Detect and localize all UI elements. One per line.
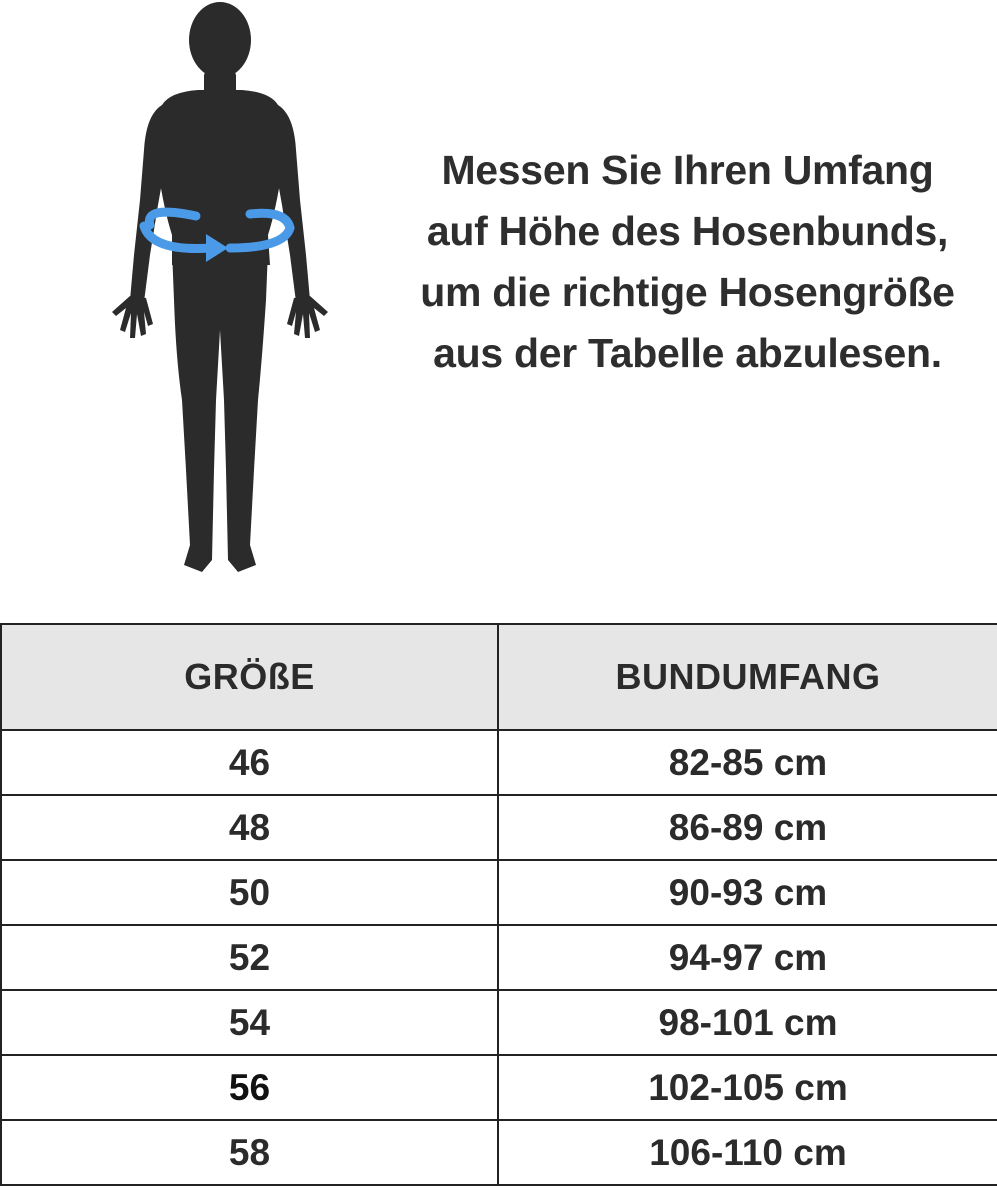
waist-cell: 106-110 cm: [498, 1120, 997, 1185]
size-cell: 54: [1, 990, 498, 1055]
waist-cell: 98-101 cm: [498, 990, 997, 1055]
table-row: [1, 1055, 997, 1120]
measurement-instructions: [395, 140, 980, 384]
size-cell: 50: [1, 860, 498, 925]
size-cell: 56: [1, 1055, 498, 1120]
table-row: [1, 925, 997, 990]
size-cell: 46: [1, 730, 498, 795]
waist-cell: 94-97 cm: [498, 925, 997, 990]
table-row: [1, 860, 997, 925]
instruction-line: Messen Sie Ihren Umfang: [441, 147, 934, 193]
header-size: GRÖßE: [1, 624, 498, 730]
instruction-line: um die richtige Hosengröße: [420, 269, 955, 315]
size-table: [0, 623, 997, 1186]
header-waist: BUNDUMFANG: [498, 624, 997, 730]
waist-cell: 90-93 cm: [498, 860, 997, 925]
instruction-line: aus der Tabelle abzulesen.: [433, 330, 942, 376]
size-cell: 58: [1, 1120, 498, 1185]
table-row: [1, 990, 997, 1055]
waist-cell: 82-85 cm: [498, 730, 997, 795]
table-row: [1, 1120, 997, 1185]
waist-cell: 86-89 cm: [498, 795, 997, 860]
size-cell: 52: [1, 925, 498, 990]
size-cell: 48: [1, 795, 498, 860]
table-header-row: [1, 624, 997, 730]
table-row: [1, 795, 997, 860]
human-figure: [100, 0, 340, 590]
human-silhouette-icon: [100, 0, 340, 590]
waist-cell: 102-105 cm: [498, 1055, 997, 1120]
table-row: [1, 730, 997, 795]
instruction-line: auf Höhe des Hosenbunds,: [426, 208, 949, 254]
